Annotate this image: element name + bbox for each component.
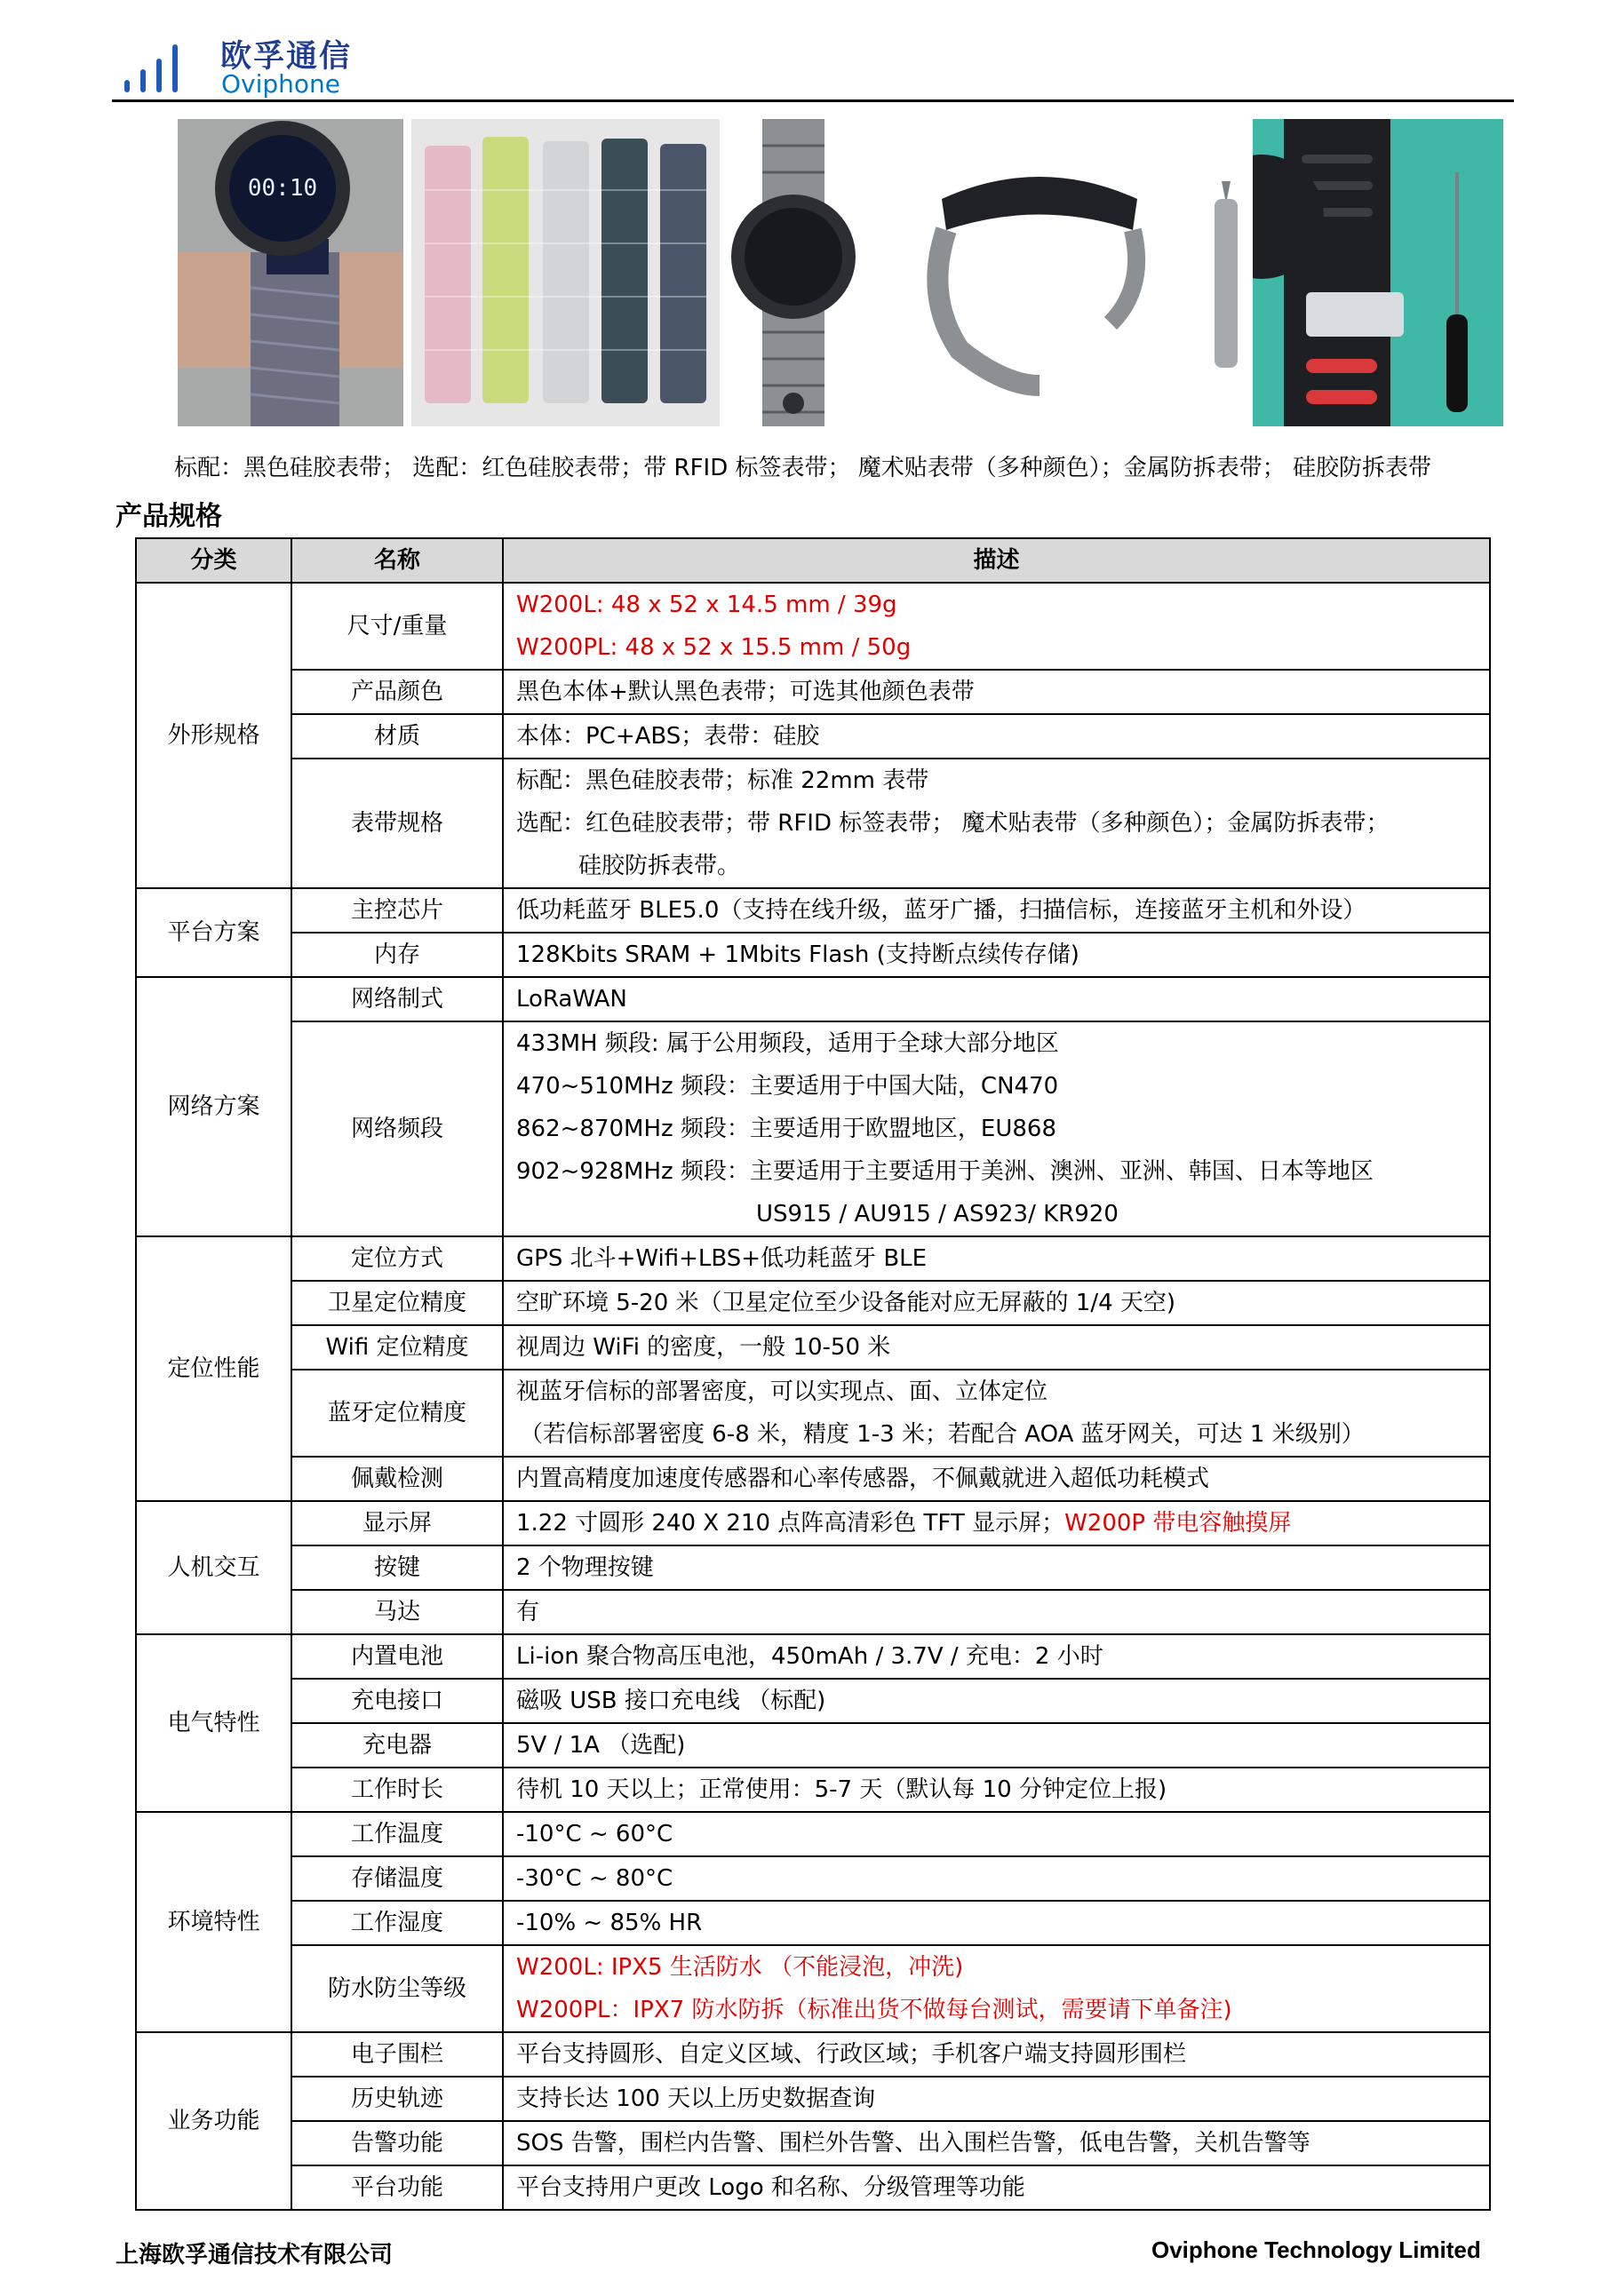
spec-description-cell	[503, 670, 1490, 714]
table-row	[136, 1679, 1490, 1723]
spec-description-line	[516, 759, 1489, 802]
spec-description-cell	[503, 1901, 1490, 1945]
spec-description-cell	[503, 1945, 1490, 2032]
header-rule	[112, 99, 1514, 102]
photo-watch-on-wrist	[178, 119, 403, 426]
spec-description-line	[516, 1546, 1489, 1589]
table-row	[136, 670, 1490, 714]
category-cell: 环境特性	[136, 1812, 291, 2032]
category-cell: 电气特性	[136, 1634, 291, 1812]
photo-pin-tool	[1195, 119, 1257, 426]
spec-description-cell	[503, 2165, 1490, 2210]
spec-name-cell: 卫星定位精度	[291, 1281, 503, 1325]
table-header-row	[136, 538, 1490, 583]
spec-name-cell: 平台功能	[291, 2165, 503, 2210]
spec-description-line	[516, 1022, 1489, 1065]
spec-description-line	[516, 1902, 1489, 1944]
spec-description-line	[516, 626, 1489, 669]
spec-description-text: 有	[516, 1599, 540, 1625]
spec-description-cell	[503, 2077, 1490, 2121]
product-photo-strip	[0, 119, 1617, 430]
spec-name-cell: 产品颜色	[291, 670, 503, 714]
table-row	[136, 1812, 1490, 1856]
spec-description-text: 空旷环境 5-20 米（卫星定位至少设备能对应无屏蔽的 1/4 天空)	[516, 1290, 1176, 1316]
table-row	[136, 1021, 1490, 1236]
spec-description-line	[516, 2166, 1489, 2209]
spec-description-cell	[503, 714, 1490, 759]
spec-description-text: W200PL：IPX7 防水防拆（标准出货不做每台测试，需要请下单备注)	[516, 1997, 1232, 2023]
table-row	[136, 2121, 1490, 2165]
table-row	[136, 1634, 1490, 1679]
table-row	[136, 1281, 1490, 1325]
spec-description-cell	[503, 933, 1490, 977]
spec-name-cell: 工作时长	[291, 1768, 503, 1812]
category-cell: 外形规格	[136, 583, 291, 888]
header-name: 名称	[291, 538, 503, 583]
spec-description-cell	[503, 583, 1490, 670]
table-row	[136, 2077, 1490, 2121]
spec-description-text: 1.22 寸圆形 240 X 210 点阵高清彩色 TFT 显示屏；	[516, 1510, 1065, 1537]
table-row	[136, 933, 1490, 977]
photo-tamper-band-screwdriver	[1253, 119, 1503, 426]
spec-description-text: 128Kbits SRAM + 1Mbits Flash (支持断点续传存储)	[516, 941, 1079, 968]
spec-description-line	[516, 1237, 1489, 1280]
spec-description-cell	[503, 977, 1490, 1021]
spec-description-text: LoRaWAN	[516, 986, 627, 1013]
spec-description-text: 待机 10 天以上；正常使用：5-7 天（默认每 10 分钟定位上报)	[516, 1776, 1167, 1803]
spec-description-cell	[503, 1501, 1490, 1545]
spec-description-line	[516, 1458, 1489, 1500]
spec-description-text: 5V / 1A （选配)	[516, 1732, 686, 1759]
category-cell: 人机交互	[136, 1501, 291, 1634]
photo-metal-band-watch	[727, 119, 860, 426]
spec-name-cell: 电子围栏	[291, 2032, 503, 2077]
spec-description-cell	[503, 1370, 1490, 1457]
spec-name-cell: 工作温度	[291, 1812, 503, 1856]
table-row	[136, 1901, 1490, 1945]
spec-description-line	[516, 671, 1489, 713]
spec-table-body	[136, 583, 1490, 2210]
spec-description-line	[516, 802, 1489, 845]
table-row	[136, 714, 1490, 759]
spec-description-cell	[503, 1325, 1490, 1370]
spec-description-text: 支持长达 100 天以上历史数据查询	[516, 2085, 876, 2112]
spec-name-cell: 网络制式	[291, 977, 503, 1021]
spec-description-cell	[503, 2032, 1490, 2077]
spec-description-line	[516, 1635, 1489, 1678]
photo-velcro-bands	[411, 119, 720, 426]
photo-metal-band-side	[906, 119, 1173, 426]
spec-description-line	[516, 2122, 1489, 2165]
spec-name-cell: 按键	[291, 1545, 503, 1590]
spec-description-line	[516, 1108, 1489, 1150]
table-row	[136, 1590, 1490, 1634]
spec-description-text: -10°C ~ 60°C	[516, 1821, 673, 1847]
spec-description-text: 平台支持圆形、自定义区域、行政区域；手机客户端支持圆形围栏	[516, 2041, 1187, 2068]
spec-name-cell: 佩戴检测	[291, 1457, 503, 1501]
category-cell: 业务功能	[136, 2032, 291, 2210]
spec-description-cell	[503, 1021, 1490, 1236]
spec-description-text: 硅胶防拆表带。	[578, 853, 741, 879]
logo-english-name: Oviphone	[221, 69, 341, 99]
spec-description-line	[516, 1813, 1489, 1855]
spec-description-line	[516, 1768, 1489, 1811]
spec-description-line	[516, 1193, 1489, 1235]
spec-description-highlight: W200P 带电容触摸屏	[1064, 1510, 1292, 1537]
spec-name-cell: 告警功能	[291, 2121, 503, 2165]
spec-description-text: W200L: 48 x 52 x 14.5 mm / 39g	[516, 592, 897, 618]
spec-name-cell: 内存	[291, 933, 503, 977]
spec-name-cell: 蓝牙定位精度	[291, 1370, 503, 1457]
spec-description-text: 黑色本体+默认黑色表带；可选其他颜色表带	[516, 679, 975, 705]
table-row	[136, 1501, 1490, 1545]
spec-description-line	[516, 1370, 1489, 1413]
spec-name-cell: 充电接口	[291, 1679, 503, 1723]
table-row	[136, 1856, 1490, 1901]
table-row	[136, 583, 1490, 670]
spec-description-cell	[503, 1679, 1490, 1723]
spec-name-cell: 马达	[291, 1590, 503, 1634]
spec-description-text: -30°C ~ 80°C	[516, 1865, 673, 1892]
spec-description-line	[516, 2033, 1489, 2076]
spec-description-text: 433MH 频段: 属于公用频段，适用于全球大部分地区	[516, 1030, 1059, 1057]
header-description: 描述	[503, 538, 1490, 583]
footer-company-cn: 上海欧孚通信技术有限公司	[116, 2242, 394, 2268]
spec-name-cell: 主控芯片	[291, 888, 503, 933]
spec-description-line	[516, 584, 1489, 626]
spec-name-cell: 尺寸/重量	[291, 583, 503, 670]
spec-description-line	[516, 1326, 1489, 1369]
table-row	[136, 1457, 1490, 1501]
section-title: 产品规格	[116, 501, 222, 532]
spec-description-text: 470~510MHz 频段：主要适用于中国大陆，CN470	[516, 1073, 1059, 1100]
spec-description-line	[516, 1591, 1489, 1633]
spec-description-text: 视蓝牙信标的部署密度，可以实现点、面、立体定位	[516, 1378, 1048, 1405]
spec-description-line	[516, 2078, 1489, 2120]
spec-name-cell: 网络频段	[291, 1021, 503, 1236]
spec-description-text: 磁吸 USB 接口充电线 （标配)	[516, 1688, 826, 1714]
spec-description-cell	[503, 1457, 1490, 1501]
spec-description-line	[516, 978, 1489, 1021]
spec-description-cell	[503, 1768, 1490, 1812]
spec-description-cell	[503, 2121, 1490, 2165]
spec-description-text: （若信标部署密度 6-8 米，精度 1-3 米；若配合 AOA 蓝牙网关，可达 1 米级别）	[520, 1421, 1365, 1448]
spec-name-cell: 历史轨迹	[291, 2077, 503, 2121]
spec-description-text: 本体：PC+ABS；表带：硅胶	[516, 723, 820, 750]
spec-description-cell	[503, 1236, 1490, 1281]
spec-description-text: 视周边 WiFi 的密度，一般 10-50 米	[516, 1334, 891, 1361]
table-row	[136, 2032, 1490, 2077]
table-row	[136, 2165, 1490, 2210]
spec-description-line	[516, 845, 1489, 887]
header-category: 分类	[136, 538, 291, 583]
footer-company-en: Oviphone Technology Limited	[1151, 2236, 1481, 2263]
spec-name-cell: 内置电池	[291, 1634, 503, 1679]
spec-description-cell	[503, 1856, 1490, 1901]
spec-name-cell: Wifi 定位精度	[291, 1325, 503, 1370]
spec-description-cell	[503, 1590, 1490, 1634]
spec-description-text: 选配：红色硅胶表带；带 RFID 标签表带； 魔术贴表带（多种颜色）；金属防拆表带；	[516, 810, 1390, 837]
table-row	[136, 1545, 1490, 1590]
spec-description-line	[516, 1857, 1489, 1900]
spec-name-cell: 定位方式	[291, 1236, 503, 1281]
spec-description-line	[516, 1724, 1489, 1767]
spec-name-cell: 存储温度	[291, 1856, 503, 1901]
table-row	[136, 1325, 1490, 1370]
spec-description-line	[516, 1282, 1489, 1324]
spec-name-cell: 防水防尘等级	[291, 1945, 503, 2032]
spec-description-cell	[503, 1281, 1490, 1325]
spec-description-cell	[503, 1545, 1490, 1590]
spec-description-text: W200PL: 48 x 52 x 15.5 mm / 50g	[516, 634, 912, 661]
spec-description-text: 内置高精度加速度传感器和心率传感器，不佩戴就进入超低功耗模式	[516, 1466, 1210, 1492]
spec-name-cell: 材质	[291, 714, 503, 759]
spec-description-text: 标配：黑色硅胶表带；标准 22mm 表带	[516, 767, 929, 794]
category-cell: 平台方案	[136, 888, 291, 977]
spec-description-text: US915 / AU915 / AS923/ KR920	[756, 1201, 1119, 1227]
spec-description-line	[516, 1413, 1489, 1456]
table-row	[136, 1370, 1490, 1457]
spec-description-text: Li-ion 聚合物高压电池，450mAh / 3.7V / 充电：2 小时	[516, 1643, 1103, 1670]
spec-description-text: 2 个物理按键	[516, 1554, 654, 1581]
logo-chinese-name: 欧孚通信	[220, 39, 353, 75]
spec-description-cell	[503, 1723, 1490, 1768]
table-row	[136, 888, 1490, 933]
spec-description-cell	[503, 1634, 1490, 1679]
spec-description-text: 平台支持用户更改 Logo 和名称、分级管理等功能	[516, 2174, 1025, 2201]
spec-description-text: 902~928MHz 频段：主要适用于主要适用于美洲、澳洲、亚洲、韩国、日本等地区	[516, 1158, 1374, 1185]
spec-description-line	[516, 1065, 1489, 1108]
spec-description-text: W200L: IPX5 生活防水 （不能浸泡，冲洗)	[516, 1954, 964, 1981]
table-row	[136, 1723, 1490, 1768]
table-row	[136, 1768, 1490, 1812]
logo-bars-icon	[116, 36, 195, 98]
table-row	[136, 977, 1490, 1021]
spec-description-cell	[503, 1812, 1490, 1856]
spec-description-text: 低功耗蓝牙 BLE5.0（支持在线升级，蓝牙广播，扫描信标，连接蓝牙主机和外设）	[516, 897, 1366, 924]
spec-description-line	[516, 1680, 1489, 1722]
spec-description-line	[516, 1502, 1489, 1545]
spec-description-line	[516, 933, 1489, 976]
spec-description-text: -10% ~ 85% HR	[516, 1910, 703, 1936]
table-row	[136, 1236, 1490, 1281]
spec-description-text: GPS 北斗+Wifi+LBS+低功耗蓝牙 BLE	[516, 1245, 928, 1272]
spec-description-line	[516, 889, 1489, 932]
spec-description-cell	[503, 759, 1490, 888]
category-cell: 网络方案	[136, 977, 291, 1236]
category-cell: 定位性能	[136, 1236, 291, 1501]
spec-name-cell: 充电器	[291, 1723, 503, 1768]
spec-description-cell	[503, 888, 1490, 933]
spec-name-cell: 表带规格	[291, 759, 503, 888]
table-row	[136, 759, 1490, 888]
spec-description-line	[516, 1946, 1489, 1989]
spec-name-cell: 显示屏	[291, 1501, 503, 1545]
spec-description-text: SOS 告警，围栏内告警、围栏外告警、出入围栏告警，低电告警，关机告警等	[516, 2130, 1310, 2157]
spec-description-line	[516, 715, 1489, 758]
spec-description-line	[516, 1150, 1489, 1193]
photo-caption: 标配：黑色硅胶表带； 选配：红色硅胶表带；带 RFID 标签表带； 魔术贴表带（多种颜色）；金属防拆表带； 硅胶防拆表带	[174, 455, 1432, 481]
table-row	[136, 1945, 1490, 2032]
spec-description-text: 862~870MHz 频段：主要适用于欧盟地区，EU868	[516, 1116, 1057, 1142]
svg-text:00:10: 00:10	[247, 175, 318, 202]
spec-name-cell: 工作湿度	[291, 1901, 503, 1945]
spec-table	[135, 537, 1491, 2211]
spec-description-line	[516, 1989, 1489, 2031]
